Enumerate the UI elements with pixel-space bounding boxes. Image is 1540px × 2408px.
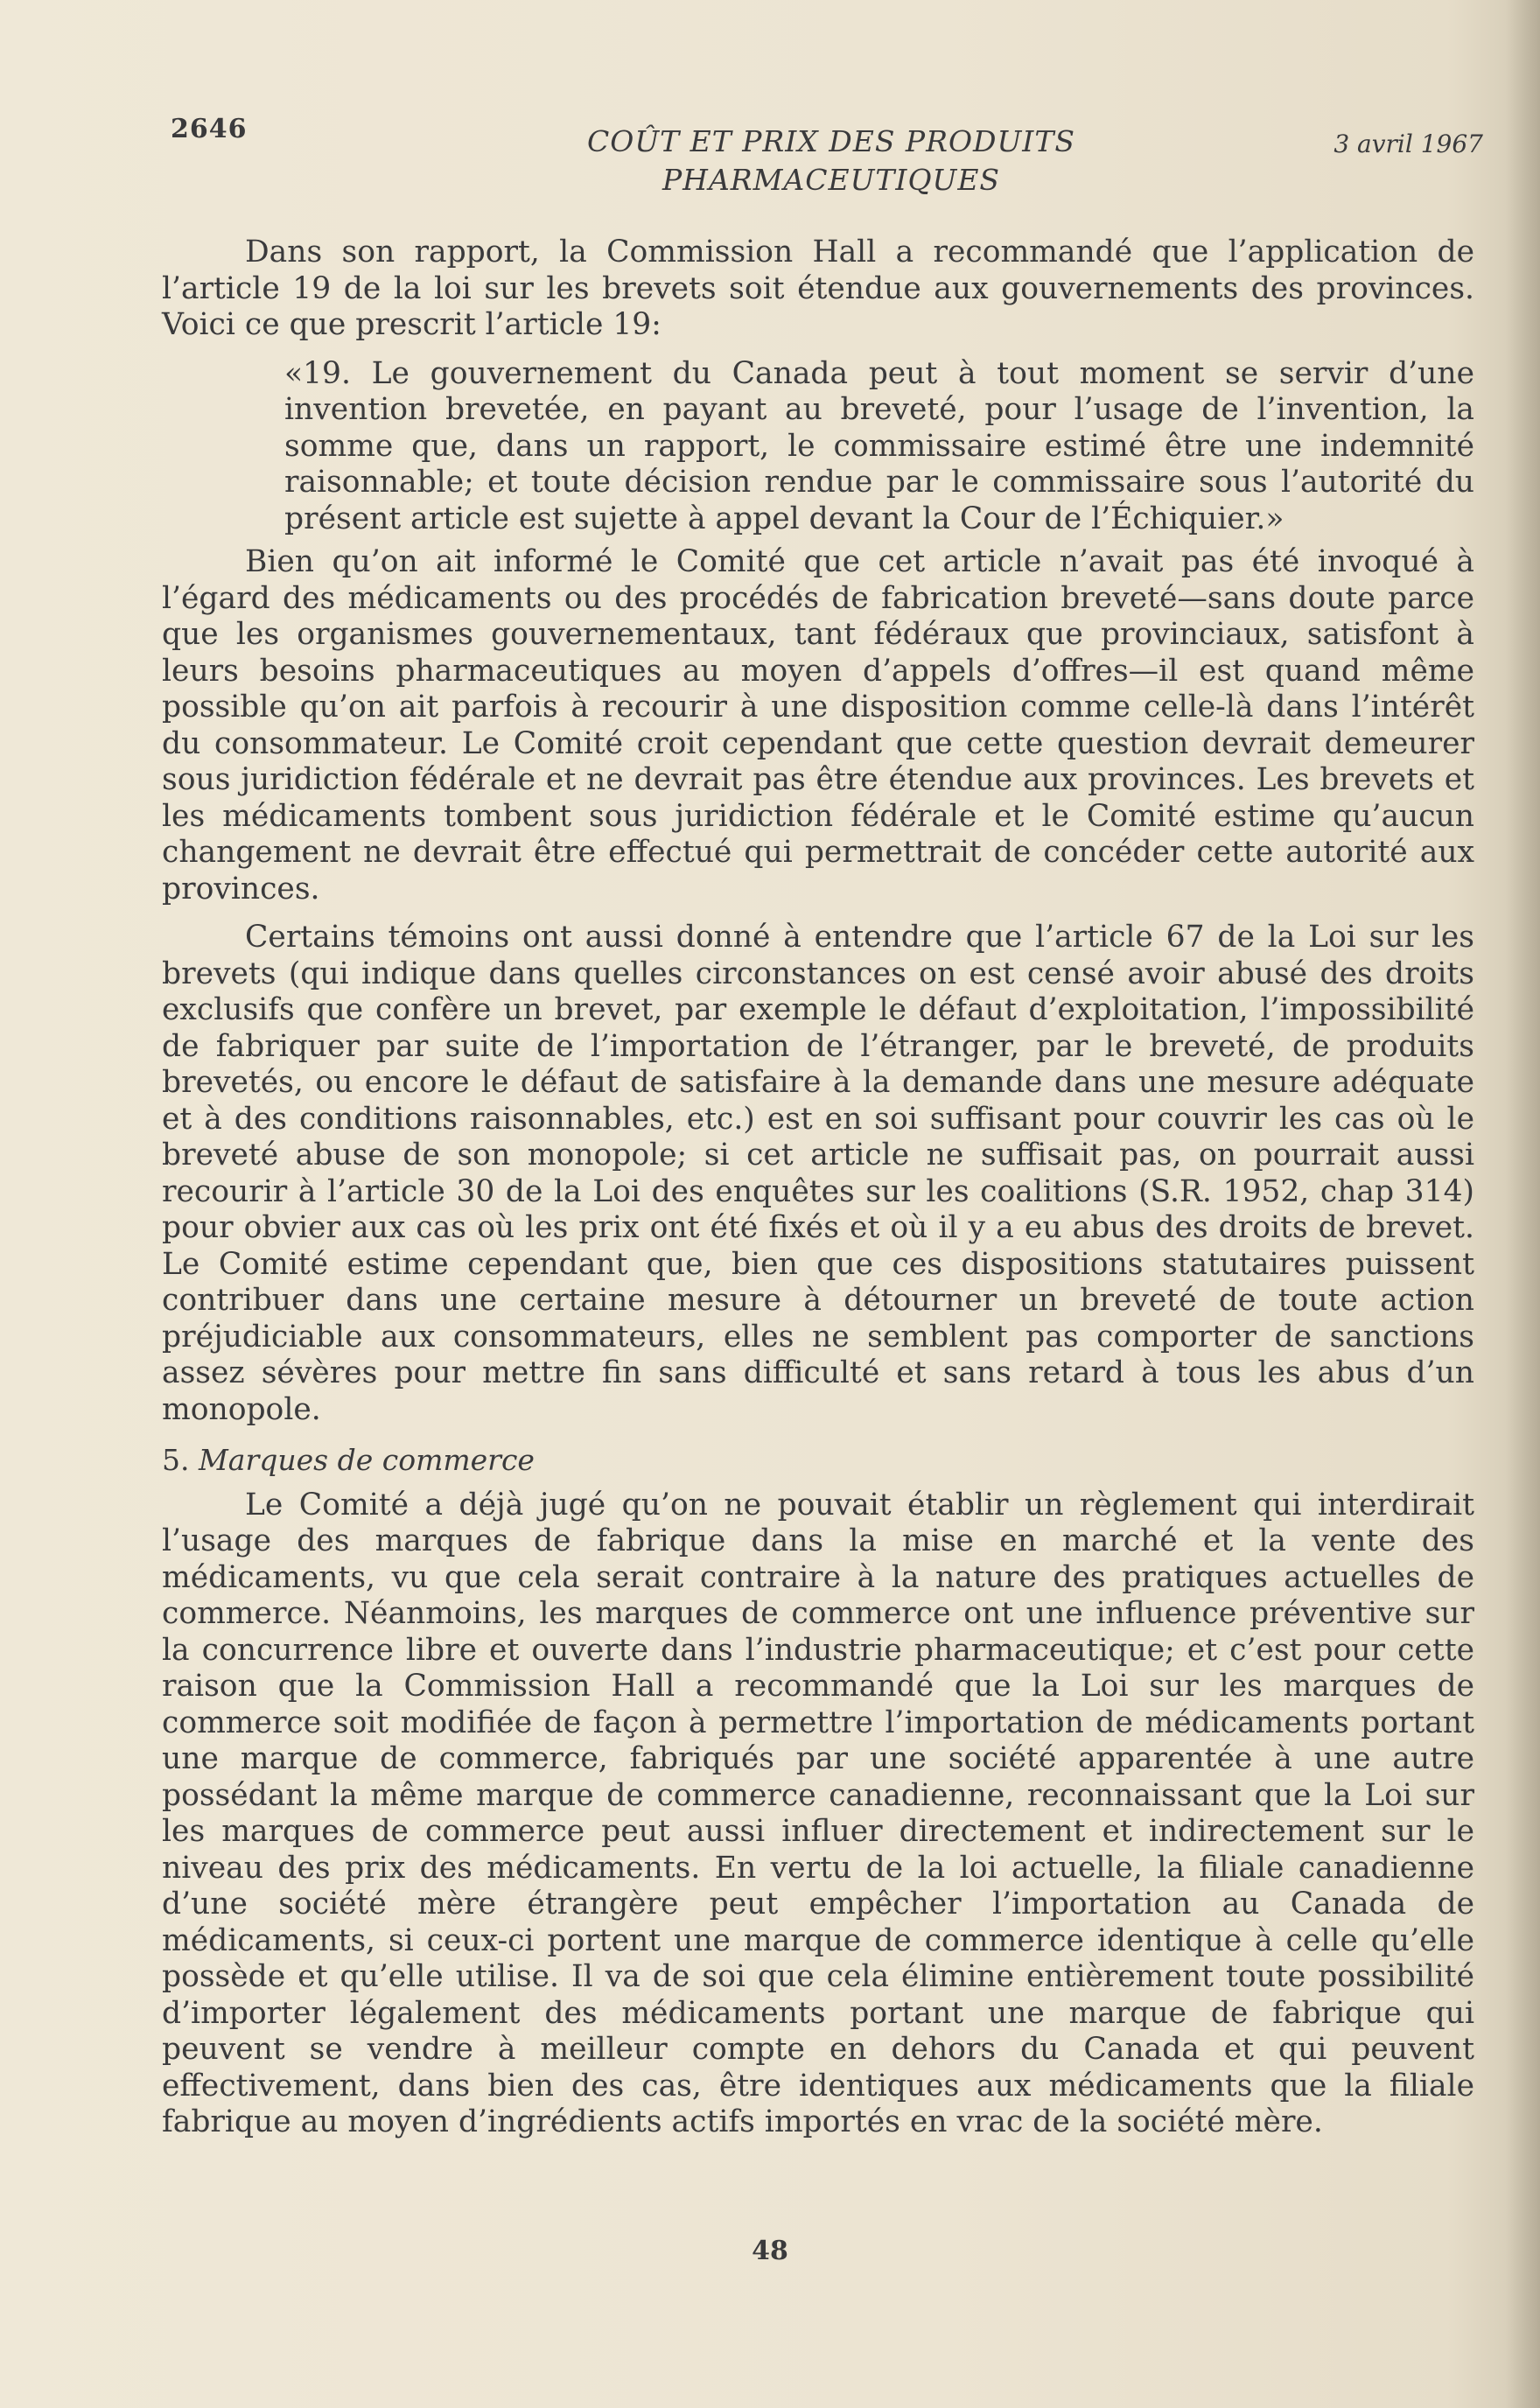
running-title <box>472 122 1190 200</box>
section-number: 5. <box>162 1443 190 1477</box>
paragraph-article-19-discussion: Bien qu’on ait informé le Comité que cet article n’avait pas été invoqué à l’égard des médicaments ou des procédés de fabrication breveté—sans doute parce que les organismes gouvernementaux, tant fédéraux que provinciaux, satisfont à leurs besoins pharmaceutiques au moyen d’appels d’offres—il est quand même possible qu’on ait parfois à recourir à une disposition comme celle-là dans l’intérêt du consommateur. Le Comité croit cependant que cette question devrait demeurer sous juridiction fédérale et ne devrait pas être étendue aux provinces. Les brevets et les médicaments tombent sous juridiction fédérale et le Comité estime qu’aucun changement ne devrait être effectué qui permettrait de concéder cette autorité aux provinces. <box>162 544 1474 906</box>
page-header <box>0 114 1540 219</box>
running-title-line-2: PHARMACEUTIQUES <box>662 163 1001 197</box>
document-body <box>162 234 1474 2141</box>
section-title: Marques de commerce <box>199 1443 535 1477</box>
section-heading <box>162 1442 1474 1479</box>
paragraph-trademarks: Le Comité a déjà jugé qu’on ne pouvait établir un règlement qui interdirait l’usage des marques de fabrique dans la mise en marché et la vente des médicaments, vu que cela serait contraire à la nature des pratiques actuelles de commerce. Néanmoins, les marques de commerce ont une influence préventive sur la concurrence libre et ouverte dans l’industrie pharmaceutique; et c’est pour cette raison que la Commission Hall a recommandé que la Loi sur les marques de commerce soit modifiée de façon à permettre l’importation de médicaments portant une marque de commerce, fabriqués par une société apparentée à une autre possédant la même marque de commerce canadienne, reconnaissant que la Loi sur les marques de commerce peut aussi influer directement et indirectement sur le niveau des prix des médicaments. En vertu de la loi actuelle, la filiale canadienne d’une société mère étrangère peut empêcher l’importation au Canada de médicaments, si ceux-ci portent une marque de commerce identique à celle qu’elle possède et qu’elle utilise. Il va de soi que cela élimine entièrement toute possibilité d’importer légalement des médicaments portant une marque de fabrique qui peuvent se vendre à meilleur compte en dehors du Canada et qui peuvent effectivement, dans bien des cas, être identiques aux médicaments que la filiale fabrique au moyen d’ingrédients actifs importés en vrac de la société mère. <box>162 1487 1474 2139</box>
paragraph-article-67: Certains témoins ont aussi donné à entendre que l’article 67 de la Loi sur les brevets (qui indique dans quelles circonstances on est censé avoir abusé des droits exclusifs que confère un brevet, par exemple le défaut d’exploitation, l’impossibilité de fabriquer par suite de l’importation de l’étranger, par le breveté, de produits brevetés, ou encore le défaut de satisfaire à la demande dans une mesure adéquate et à des conditions raisonnables, etc.) est en soi suffisant pour couvrir les cas où le breveté abuse de son monopole; si cet article ne suffisait pas, on pourrait aussi recourir à l’article 30 de la Loi des enquêtes sur les coalitions (S.R. 1952, chap 314) pour obvier aux cas où les prix ont été fixés et où il y a eu abus des droits de brevet. Le Comité estime cependant que, bien que ces dispositions statutaires puissent contribuer dans une certaine mesure à détourner un breveté de toute action préjudiciable aux consommateurs, elles ne semblent pas comporter de sanctions assez sévères pour mettre fin sans difficulté et sans retard à tous les abus d’un monopole. <box>162 920 1474 1427</box>
paragraph-intro: Dans son rapport, la Commission Hall a recommandé que l’application de l’article 19 de la loi sur les brevets soit étendue aux gouvernements des provinces. Voici ce que prescrit l’article 19: <box>162 234 1474 342</box>
quoted-article-19: «19. Le gouvernement du Canada peut à tout moment se servir d’une invention brevetée, en payant au breveté, pour l’usage de l’invention, la somme que, dans un rapport, le commissaire estimé être une indemnité raisonnable; et toute décision rendue par le commissaire sous l’autorité du présent article est sujette à appel devant la Cour de l’Échiquier.» <box>284 355 1474 536</box>
page-folio: 48 <box>752 2236 788 2266</box>
header-date: 3 avril 1967 <box>1334 130 1483 158</box>
page-edge-shadow <box>1505 0 1540 2408</box>
running-title-line-1: COÛT ET PRIX DES PRODUITS <box>587 124 1075 158</box>
page-number: 2646 <box>171 114 248 144</box>
